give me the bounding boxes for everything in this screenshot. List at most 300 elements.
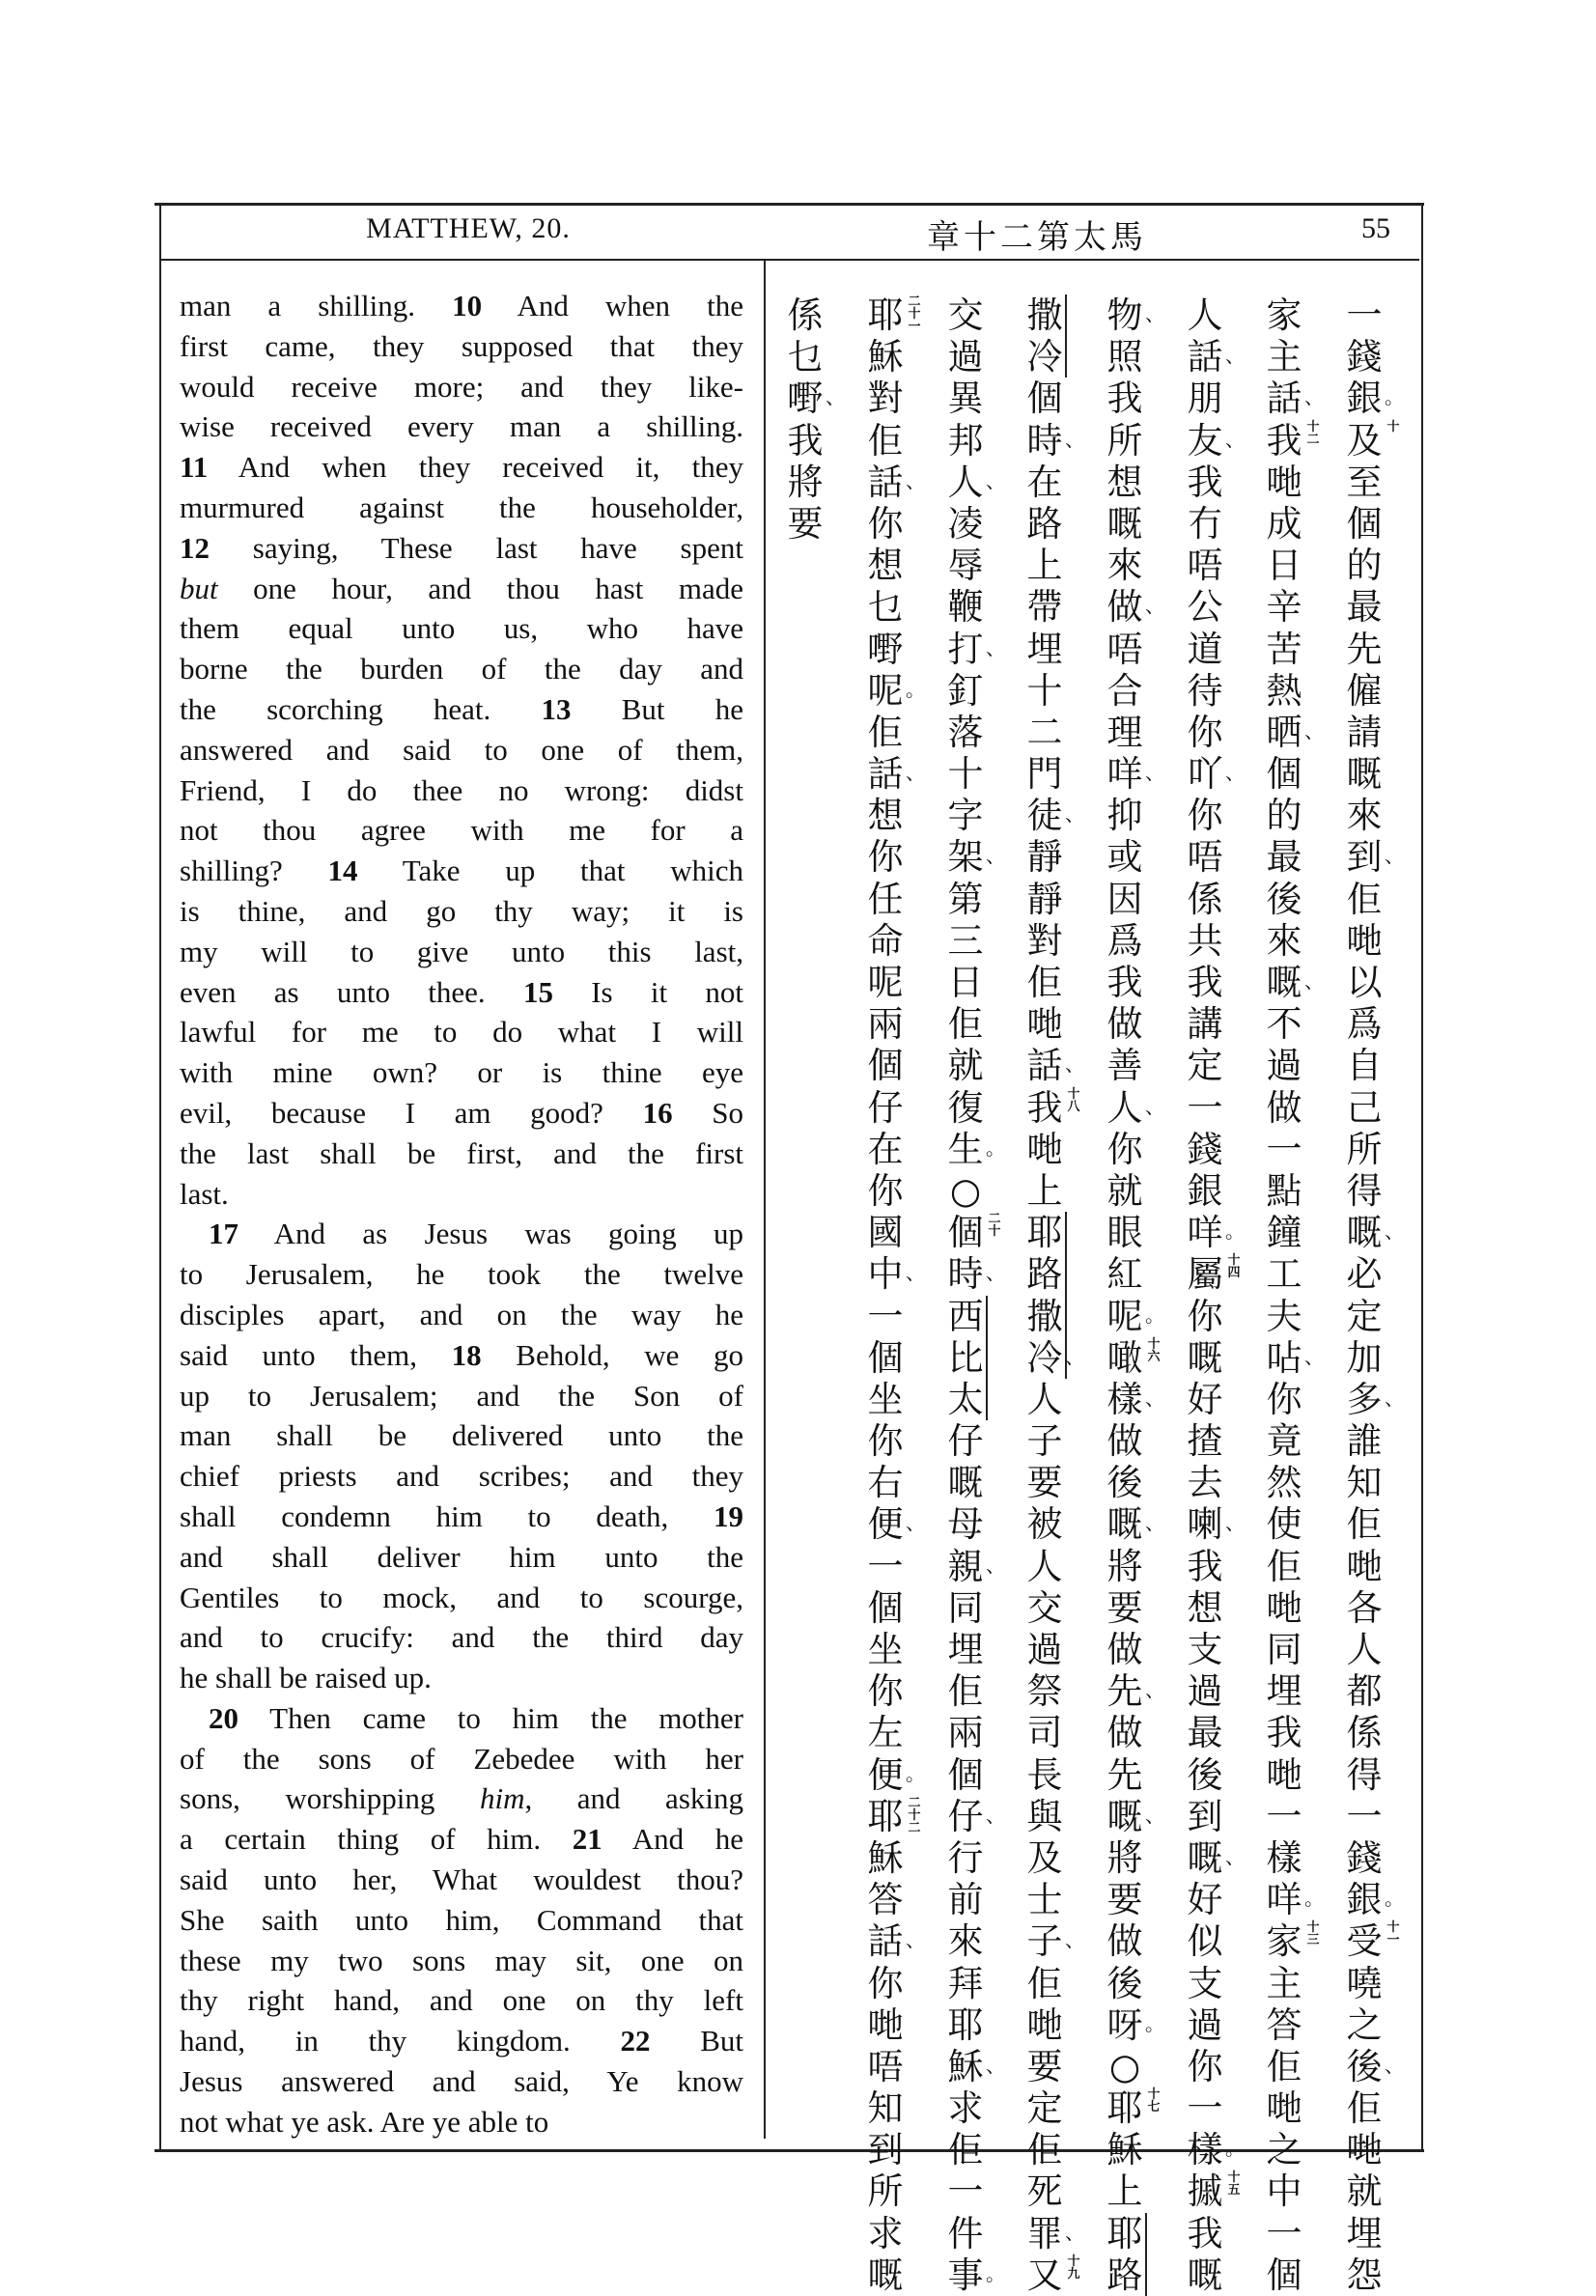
chinese-char: 哋 (1346, 919, 1383, 962)
chinese-char: 你 (867, 1169, 904, 1212)
chinese-char: 子 (1026, 1420, 1063, 1463)
punctuation: 、 (906, 1261, 925, 1285)
chinese-char: 到 、 (1346, 836, 1404, 879)
chinese-char: 做 (1106, 1420, 1143, 1463)
chinese-char: 交 (1026, 1586, 1063, 1629)
punctuation: 、 (1145, 1678, 1164, 1702)
chinese-column (1342, 294, 1404, 2296)
chinese-char: 嘅 、 (1346, 1212, 1404, 1254)
chinese-char: 爲 (1106, 919, 1143, 962)
text-line: 12 saying, These last have spent (180, 530, 743, 565)
chinese-char: 嘅 、 (1106, 1795, 1164, 1837)
punctuation: 、 (1065, 802, 1084, 826)
text-line: evil, because I am good? 16 So (180, 1095, 743, 1130)
punctuation: 、 (906, 761, 925, 785)
chinese-char: 架 、 (947, 836, 1005, 879)
chinese-char: 僱 (1346, 669, 1383, 712)
chinese-char: 一 (1266, 2212, 1302, 2254)
chinese-char: 要 (1026, 2045, 1063, 2087)
chinese-char: 銀 (1187, 1169, 1223, 1212)
chinese-char: 過 (1187, 1670, 1223, 1713)
chinese-char: 一 (947, 2170, 984, 2213)
text-line: disciples apart, and on the way he (180, 1297, 743, 1331)
chinese-char: 對 (867, 378, 904, 420)
punctuation: 、 (986, 844, 1005, 868)
chinese-char: 話 、 (1026, 1045, 1084, 1087)
chinese-char: 嘵 (1346, 1962, 1383, 2004)
verse-number: 17 (209, 1217, 238, 1251)
chinese-char: 來 (1106, 545, 1143, 587)
chinese-char: 左 (867, 1712, 904, 1754)
chinese-column (1103, 294, 1164, 2296)
chinese-char: 一 (867, 1545, 904, 1587)
chinese-char: 工 (1266, 1253, 1302, 1296)
verse-marker: 十五 (1227, 2170, 1241, 2198)
chinese-char: 中 (1266, 2170, 1302, 2213)
chinese-char: 想 (867, 545, 904, 587)
chinese-char: 三 (947, 919, 984, 962)
chinese-char: 辱 (947, 545, 984, 587)
chinese-char: 銀 。 (1346, 1879, 1404, 1921)
chinese-char: 與 (1026, 1795, 1063, 1837)
proper-name-char: 冷 、 (1022, 1337, 1067, 1379)
punctuation: 、 (1385, 1386, 1404, 1410)
chinese-char: 人 (1026, 1545, 1063, 1587)
chinese-char: 先 (1346, 628, 1383, 670)
chinese-char: 同 (1266, 1629, 1302, 1670)
chinese-char: 成 (1266, 502, 1302, 545)
punctuation: 、 (1065, 1052, 1084, 1077)
chinese-char: 多 、 (1346, 1378, 1404, 1420)
chinese-char: 哋 (1266, 1586, 1302, 1629)
chinese-char: 靜 (1026, 878, 1063, 920)
chinese-char: 二十二 耶 (867, 1795, 921, 1837)
chinese-char: 後 (1266, 878, 1302, 920)
chinese-char: 生 。 (947, 1128, 1005, 1170)
chinese-char: 佢 (867, 419, 904, 462)
chinese-char: 個 (1266, 2254, 1302, 2296)
punctuation: 。 (906, 677, 925, 701)
header-rule (159, 259, 1419, 261)
chinese-char: 坐 (867, 1629, 904, 1670)
chinese-char: 罪 、 (1026, 2212, 1084, 2254)
punctuation: 、 (1225, 1844, 1245, 1868)
verse-number: 10 (452, 289, 483, 322)
chinese-char: 你 (867, 1420, 904, 1463)
chinese-char: 靜 (1026, 836, 1063, 879)
chinese-char: 將 (1106, 1545, 1143, 1587)
punctuation: 、 (1304, 1344, 1324, 1368)
running-head-english: MATTHEW, 20. (366, 212, 571, 244)
text-line: Gentiles to mock, and to scourge, (180, 1580, 743, 1614)
chinese-char: 嘅 、 (1187, 1836, 1245, 1879)
punctuation: 、 (1145, 1803, 1164, 1827)
chinese-char: 哋 (867, 2003, 904, 2046)
chinese-char: 長 (1026, 1753, 1063, 1796)
chinese-char: 國 (867, 1212, 904, 1254)
chinese-char: 個 (867, 1336, 904, 1379)
text-line: wise received every man a shilling. (180, 409, 743, 444)
italic-word: him (479, 1781, 525, 1816)
punctuation: 、 (1145, 1094, 1164, 1118)
proper-name-char: 太 (943, 1379, 988, 1420)
chinese-char: 支 (1187, 1629, 1223, 1670)
chinese-char: 知 (1346, 1462, 1383, 1504)
chinese-char: 路 (1026, 502, 1063, 545)
chinese-char: 你 (1187, 711, 1223, 753)
chinese-char: 係 (1187, 878, 1223, 920)
chinese-char: 哋 (1026, 1003, 1063, 1046)
chinese-char: 哋 (1266, 461, 1302, 503)
chinese-char: 咩 。 (1187, 1212, 1245, 1254)
punctuation: 、 (1145, 761, 1164, 785)
text-line: last. (180, 1176, 229, 1211)
verse-marker: 十九 (1067, 2254, 1080, 2282)
text-line: shilling? 14 Take up that which (180, 854, 743, 888)
chinese-char: 親 、 (947, 1545, 1005, 1587)
punctuation: 、 (1145, 302, 1164, 325)
chinese-char: 爲 (1346, 1003, 1383, 1046)
text-line: to Jerusalem, he took the twelve (180, 1257, 743, 1292)
chinese-column (783, 294, 845, 545)
verse-number: 22 (620, 2024, 651, 2058)
chinese-char: 穌 (867, 1836, 904, 1879)
chinese-char: 得 (1346, 1753, 1383, 1796)
chinese-char: 佢 (1026, 962, 1063, 1003)
text-line: lawful for me to do what I will (180, 1015, 743, 1050)
text-line: 20 Then came to him the mother (209, 1700, 743, 1735)
chinese-char: 二 (1026, 711, 1063, 753)
chinese-char: 門 (1026, 753, 1063, 796)
chinese-char: 銀 。 (1346, 378, 1404, 420)
chinese-char: 我 (1187, 461, 1223, 503)
punctuation: 、 (906, 1511, 925, 1535)
chinese-char: 到 (867, 2129, 904, 2171)
chinese-char: 對 (1026, 919, 1063, 962)
heading-char: 章 (927, 218, 960, 257)
punctuation: 、 (1145, 1386, 1164, 1410)
punctuation: 、 (1304, 385, 1324, 409)
page-number: 55 (1361, 212, 1390, 244)
chinese-char: 所 (1106, 419, 1143, 462)
chinese-char: 鐘 (1266, 1212, 1302, 1254)
text-line: Jesus answered and said, Ye know (180, 2064, 743, 2099)
punctuation: 、 (1225, 761, 1245, 785)
chinese-char: 過 (1187, 2003, 1223, 2046)
chinese-char: 十三 家 (1266, 1920, 1320, 1963)
punctuation: 、 (1225, 427, 1245, 451)
chinese-char: 個 (947, 1753, 984, 1796)
chinese-char: 你 (1187, 795, 1223, 837)
text-line: is thine, and go thy way; it is (180, 893, 743, 928)
chinese-char: 個 (867, 1586, 904, 1629)
chinese-column (863, 294, 925, 2296)
column-divider (764, 261, 766, 2139)
chinese-char: 十 (1026, 669, 1063, 712)
verse-marker: 二十二 (908, 1795, 921, 1835)
verse-marker: 十三 (1306, 1920, 1320, 1948)
verse-number: 14 (327, 854, 358, 888)
chinese-char: 便 、 (867, 1503, 925, 1546)
verse-number: 11 (180, 450, 209, 485)
chinese-char: 右 (867, 1462, 904, 1504)
chinese-char: 之 (1266, 2129, 1302, 2171)
chinese-char: 個 (1266, 753, 1302, 796)
chinese-char: 樣 、 (1106, 1378, 1164, 1420)
heading-char: 太 (1074, 218, 1106, 257)
punctuation: 、 (986, 635, 1005, 659)
chinese-char: 就 (1346, 2170, 1383, 2213)
chinese-char: 紅 (1106, 1253, 1143, 1296)
chinese-char: 照 (1106, 336, 1143, 378)
chinese-char: 揸 (1187, 1420, 1223, 1463)
english-text-column (180, 286, 743, 2142)
chinese-char: 就 (1106, 1169, 1143, 1212)
punctuation: 、 (1385, 1219, 1404, 1244)
chinese-char: 事 。 (947, 2254, 1005, 2296)
chinese-char: 晒 、 (1266, 711, 1324, 753)
chinese-char: 你 (867, 1670, 904, 1713)
chinese-char: 先 (1106, 1753, 1143, 1796)
text-line: up to Jerusalem; and the Son of (180, 1378, 743, 1413)
chinese-char: 唔 (1106, 628, 1143, 670)
proper-name-char: 耶 (1022, 1212, 1067, 1253)
chinese-char: 母 (947, 1503, 984, 1546)
punctuation: 。 (1225, 1219, 1245, 1244)
chinese-char: 仔 (947, 1420, 984, 1463)
chinese-char: 人 (1187, 294, 1223, 336)
chinese-char: 兩 (947, 1712, 984, 1754)
chinese-char: 話 、 (867, 753, 925, 796)
text-line: not what ye ask. Are ye able to (180, 2104, 549, 2139)
chinese-char: 樣 (1266, 1836, 1302, 1879)
punctuation: 。 (1145, 1302, 1164, 1327)
chinese-char: 一 (1187, 2087, 1223, 2130)
chinese-char: 復 (947, 1086, 984, 1129)
chinese-char: 好 (1187, 1378, 1223, 1420)
chinese-char: 過 (1266, 1045, 1302, 1087)
chinese-char: 佢 (1346, 2087, 1383, 2130)
verse-marker: 二十一 (908, 294, 921, 334)
chinese-char: 竟 (1266, 1420, 1302, 1463)
chinese-char: 加 (1346, 1336, 1383, 1379)
chinese-char: 求 (947, 2087, 984, 2130)
chinese-char: 話 、 (867, 461, 925, 503)
chinese-char: 任 (867, 878, 904, 920)
chinese-char: 夫 (1266, 1295, 1302, 1337)
chinese-char: 後 (1106, 1462, 1143, 1504)
chinese-char: 埋 (947, 1629, 984, 1670)
chinese-char: 嘢 、 (787, 378, 845, 420)
verse-marker: 十 (1386, 419, 1400, 434)
proper-name-char: 冷 (1022, 336, 1067, 378)
chinese-char: 徒 、 (1026, 795, 1084, 837)
chinese-char: 落 (947, 711, 984, 753)
chinese-char: 仔 、 (947, 1795, 1005, 1837)
chinese-char: 拜 (947, 1962, 984, 2004)
text-line: these my two sons may sit, one on (180, 1943, 743, 1977)
chinese-char: 嘅 (1187, 1336, 1223, 1379)
punctuation: 。 (986, 2261, 1005, 2285)
chinese-char: 在 (1026, 461, 1063, 503)
chinese-char: 呀 。 (1106, 2003, 1164, 2046)
chinese-char: 鞭 (947, 586, 984, 629)
text-line: shall condemn him to death, 19 (180, 1498, 743, 1533)
punctuation: 、 (986, 1803, 1005, 1827)
verse-number: 16 (642, 1095, 673, 1130)
proper-name-char: 路 (1103, 2254, 1147, 2296)
text-line: he shall be raised up. (180, 1661, 432, 1695)
text-line: a certain thing of him. 21 And he (180, 1822, 743, 1857)
chinese-char: 你 (1187, 2045, 1223, 2087)
chinese-char: 死 (1026, 2170, 1063, 2213)
chinese-char: 錢 (1187, 1128, 1223, 1170)
chinese-column (1262, 294, 1324, 2296)
punctuation: 。 (1145, 2011, 1164, 2035)
text-line: and shall deliver him unto the (180, 1539, 743, 1574)
punctuation: 、 (1304, 718, 1324, 742)
punctuation: 、 (1065, 1344, 1084, 1368)
chinese-char: 件 (947, 2212, 984, 2254)
chinese-char: 上 (1106, 2170, 1143, 2213)
text-line: man a shilling. 10 And when the (180, 289, 743, 322)
chinese-char: 個 (867, 1045, 904, 1087)
punctuation: 。 (1304, 1887, 1324, 1911)
chinese-char: 做 (1266, 1086, 1302, 1129)
punctuation: 、 (1225, 344, 1245, 368)
punctuation: 、 (986, 468, 1005, 492)
chinese-char: 十七 耶 (1106, 2087, 1161, 2130)
text-line: said unto them, 18 Behold, we go (180, 1337, 743, 1372)
chinese-char: 請 (1346, 711, 1383, 753)
chinese-char: 來 (1266, 919, 1302, 962)
chinese-char: 主 (1266, 336, 1302, 378)
chinese-char: 同 (947, 1586, 984, 1629)
chinese-char: 我 (1187, 2212, 1223, 2254)
text-line: Friend, I do thee no wrong: didst (180, 772, 743, 807)
chinese-char: 第 (947, 878, 984, 920)
text-line: murmured against the householder, (180, 490, 743, 524)
chinese-char: 便 。 (867, 1753, 925, 1796)
running-head-chinese (927, 210, 1143, 258)
italic-word: but (180, 571, 218, 605)
proper-name-char: 西 (943, 1296, 988, 1337)
verse-marker: 十二 (1306, 419, 1320, 447)
chinese-char: 一 (1346, 1795, 1383, 1837)
chinese-char: 埋 (1266, 1670, 1302, 1713)
chinese-char: 話 、 (1266, 378, 1324, 420)
chinese-char: 佢 (947, 1003, 984, 1046)
text-line: man shall be delivered unto the (180, 1418, 743, 1453)
chinese-char: 最 (1346, 586, 1383, 629)
punctuation: 、 (1065, 2220, 1084, 2244)
chinese-char: 乜 (787, 336, 824, 378)
chinese-char: 呢 。 (1106, 1295, 1164, 1337)
chinese-char: 前 (947, 1879, 984, 1921)
text-line: even as unto thee. 15 Is it not (180, 974, 743, 1009)
chinese-char: 在 (867, 1128, 904, 1170)
punctuation: 、 (986, 1261, 1005, 1285)
chinese-char: 話 、 (1187, 336, 1245, 378)
chinese-char: 你 (1106, 1128, 1143, 1170)
heading-char: 第 (1037, 218, 1070, 257)
chinese-char: 的 (1266, 795, 1302, 837)
chinese-char: ○ (1108, 2045, 1141, 2087)
chinese-char: 答 (1266, 2003, 1302, 2046)
punctuation: 、 (1385, 844, 1404, 868)
chinese-char: 要 (787, 502, 824, 545)
proper-name-char: 比 (943, 1337, 988, 1379)
chinese-char: 之 (1346, 2003, 1383, 2046)
chinese-char: 十 及 (1346, 419, 1400, 462)
text-line: would receive more; and they like- (180, 369, 743, 404)
chinese-char: 嘅 (1346, 753, 1383, 796)
verse-marker: 十四 (1227, 1253, 1241, 1281)
chinese-char: 帶 (1026, 586, 1063, 629)
chinese-char: 必 (1346, 1253, 1383, 1296)
chinese-char: 你 (1266, 1378, 1302, 1420)
punctuation: 、 (1065, 427, 1084, 451)
verse-number: 20 (209, 1700, 238, 1735)
chinese-char: 過 (947, 336, 984, 378)
chinese-char: 一 (867, 1295, 904, 1337)
chinese-char: 士 (1026, 1879, 1063, 1921)
chinese-char: 哋 (1026, 1128, 1063, 1170)
punctuation: 、 (1304, 969, 1324, 993)
verse-number: 18 (451, 1337, 482, 1372)
chinese-char: 一 (1266, 1128, 1302, 1170)
text-line: hand, in thy kingdom. 22 But (180, 2024, 743, 2058)
chinese-char: 穌 (867, 336, 904, 378)
chinese-char: 主 (1266, 1962, 1302, 2004)
chinese-char: 要 (1106, 1586, 1143, 1629)
verse-marker: 十六 (1147, 1336, 1161, 1364)
verse-number: 21 (572, 1822, 602, 1857)
chinese-char: 你 (867, 1962, 904, 2004)
chinese-char: 我 (787, 419, 824, 462)
text-line: first came, they supposed that they (180, 328, 743, 363)
chinese-char: 我 (1187, 962, 1223, 1003)
chinese-char: 唔 (1187, 545, 1223, 587)
verse-number: 13 (541, 691, 572, 726)
chinese-char: 凌 (947, 502, 984, 545)
chinese-char: 好 (1187, 1879, 1223, 1921)
chinese-char: 十六 噉 (1106, 1336, 1161, 1379)
chinese-char: 友 、 (1187, 419, 1245, 462)
chinese-char: 哋 (1266, 2087, 1302, 2130)
text-line: the last shall be first, and the first (180, 1135, 743, 1170)
chinese-char: 你 (867, 502, 904, 545)
chinese-char: 一 (1346, 294, 1383, 336)
chinese-char: 坐 (867, 1378, 904, 1420)
chinese-char: 自 (1346, 1045, 1383, 1087)
chinese-char: 都 (1346, 1670, 1383, 1713)
text-line: and to crucify: and the third day (180, 1620, 743, 1655)
chinese-char: 二十一 耶 (867, 294, 921, 336)
text-line: borne the burden of the day and (180, 652, 743, 686)
chinese-char: 乜 (867, 586, 904, 629)
punctuation: 、 (906, 468, 925, 492)
chinese-char: 後 、 (1346, 2045, 1404, 2087)
chinese-char: 的 (1346, 545, 1383, 587)
chinese-char: 我 (1187, 1545, 1223, 1587)
chinese-char: 就 (947, 1045, 984, 1087)
chinese-char: 想 (867, 795, 904, 837)
chinese-char: 錢 (1346, 336, 1383, 378)
chinese-char: 我 (1106, 378, 1143, 420)
chinese-char: 理 (1106, 711, 1143, 753)
chinese-char: 抑 (1106, 795, 1143, 837)
